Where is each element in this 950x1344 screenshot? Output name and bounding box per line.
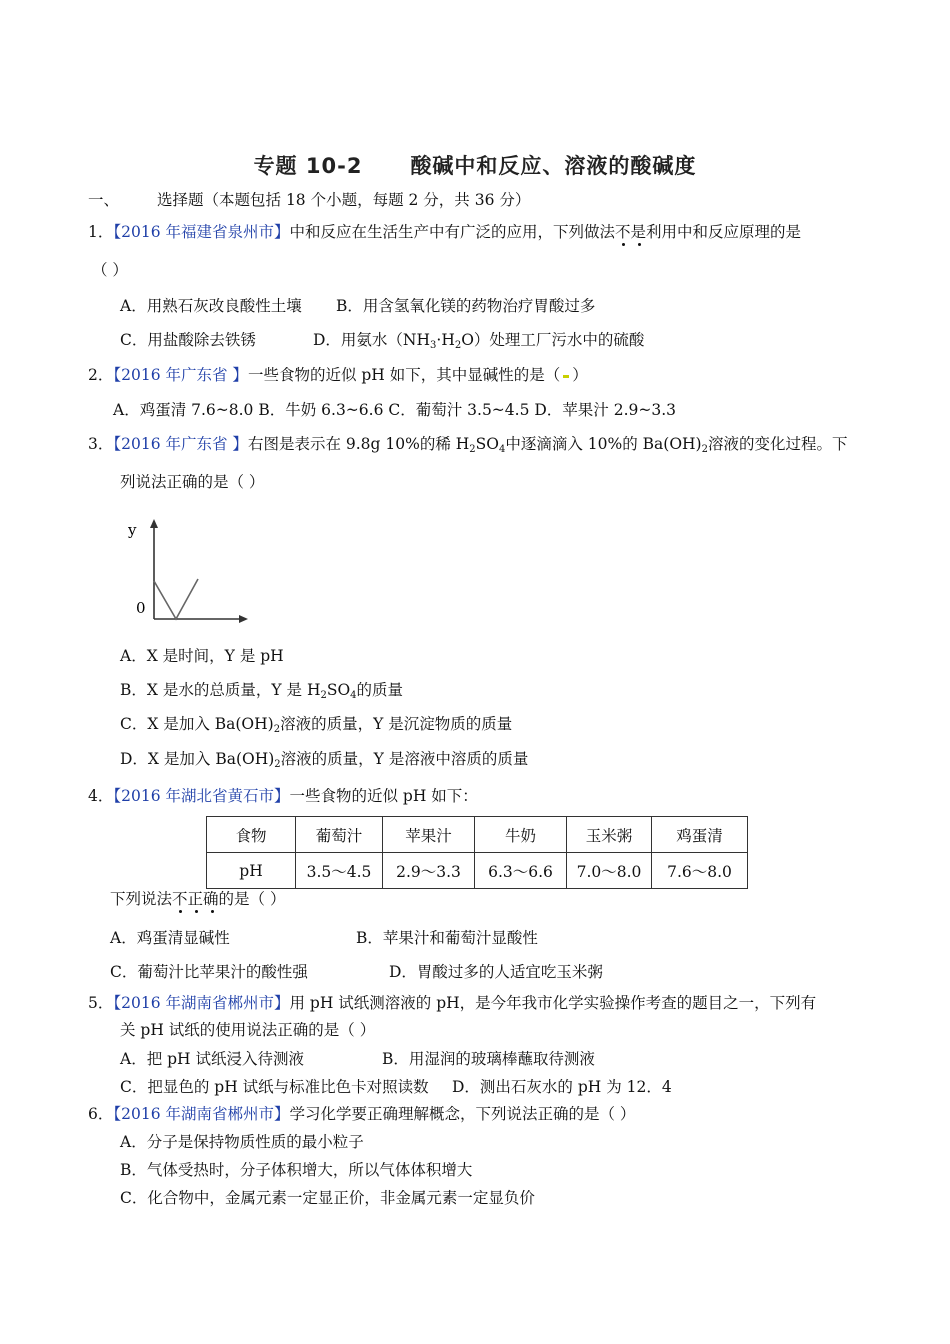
source-tag: 【2016 年湖南省郴州市】	[113, 1105, 290, 1123]
question-5-stem: 5．【2016 年湖南省郴州市】用 pH 试纸测溶液的 pH，是今年我市化学实验操作考查的题目之一，下列有	[88, 994, 817, 1012]
origin-label: 0	[136, 599, 146, 617]
q4-option-c: C．葡萄汁比苹果汁的酸性强	[110, 963, 308, 981]
q6-option-c: C．化合物中，金属元素一定显正价，非金属元素一定显负价	[120, 1189, 535, 1207]
q4-option-d: D．胃酸过多的人适宜吃玉米粥	[389, 963, 603, 981]
question-2-options: A．鸡蛋清 7.6~8.0 B．牛奶 6.3~6.6 C．葡萄汁 3.5~4.5 D．苹果汁 2.9~3.3	[113, 401, 677, 419]
question-number: 1．	[88, 223, 114, 241]
option-a: A．用熟石灰改良酸性土壤	[120, 297, 302, 315]
question-6-stem: 6．【2016 年湖南省郴州市】学习化学要正确理解概念，下列说法正确的是（ ）	[88, 1105, 636, 1123]
q4-option-b: B．苹果汁和葡萄汁显酸性	[356, 929, 538, 947]
ph-table	[206, 816, 748, 889]
table-row	[207, 853, 748, 889]
q3-option-d: D．X 是加入 $Ba(OH)_2$溶液的质量，Y 是溶液中溶质的质量	[120, 750, 529, 770]
option-d: D．用氨水$(NH_3\cdot H_2O)$处理工厂污水中的硫酸	[313, 331, 645, 351]
q6-option-b: B．气体受热时，分子体积增大，所以气体体积增大	[120, 1161, 473, 1179]
emphasis-text: 不正确	[172, 890, 219, 908]
source-tag: 【2016 年湖南省郴州市】	[113, 994, 290, 1012]
x-axis-arrow	[239, 615, 248, 623]
q3-option-c: C．X 是加入 $Ba(OH)_2$溶液的质量，Y 是沉淀物质的质量	[120, 715, 513, 735]
section-heading	[88, 190, 530, 210]
table-cell: 葡萄汁	[296, 817, 383, 853]
curve-line	[154, 579, 198, 619]
q3-option-b: B．X 是水的总质量，Y 是 $H_2SO_4$的质量	[120, 681, 404, 701]
q3-option-a: A．X 是时间，Y 是 pH	[120, 647, 284, 665]
question-2-stem: 2．【2016 年广东省 】一些食物的近似 pH 如下，其中显碱性的是（ ）	[88, 366, 588, 384]
q5-option-d: D．测出石灰水的 pH 为 12．4	[452, 1078, 672, 1096]
question-4-followup: 下列说法不正确 的是（ ）	[110, 889, 285, 909]
table-cell: 鸡蛋清	[652, 817, 748, 853]
emphasis-text: 不是	[615, 223, 646, 241]
table-cell: 2.9～3.3	[383, 853, 475, 889]
question-1-stem	[88, 222, 801, 242]
q5-option-b: B．用湿润的玻璃棒蘸取待测液	[382, 1050, 595, 1068]
option-b: B．用含氢氧化镁的药物治疗胃酸过多	[336, 297, 596, 315]
q4-option-a: A．鸡蛋清显碱性	[110, 929, 230, 947]
table-cell: 牛奶	[475, 817, 567, 853]
source-tag: 【2016 年广东省 】	[113, 366, 248, 384]
section-number: 一、	[88, 191, 120, 209]
highlight-marker	[563, 375, 569, 378]
source-tag: 【2016 年湖北省黄石市】	[113, 787, 290, 805]
table-cell: 7.0～8.0	[567, 853, 652, 889]
table-cell: 3.5～4.5	[296, 853, 383, 889]
option-c: C．用盐酸除去铁锈	[120, 331, 256, 349]
q5-option-c: C．把显色的 pH 试纸与标准比色卡对照读数	[120, 1078, 429, 1096]
table-cell: pH	[207, 853, 296, 889]
ph-change-graph	[128, 515, 258, 625]
source-tag: 【2016 年福建省泉州市】	[113, 223, 290, 241]
page-title	[0, 150, 950, 180]
source-tag: 【2016 年广东省 】	[113, 435, 248, 453]
section-text: 选择题（本题包括 18 个小题，每题 2 分，共 36 分）	[157, 191, 531, 209]
q6-option-a: A．分子是保持物质性质的最小粒子	[120, 1133, 364, 1151]
table-cell: 玉米粥	[567, 817, 652, 853]
title-part1: 专题 10-2	[253, 154, 363, 178]
answer-paren: （ ）	[92, 261, 128, 279]
title-part2: 酸碱中和反应、溶液的酸碱度	[410, 154, 697, 178]
q5-option-a: A．把 pH 试纸浸入待测液	[120, 1050, 304, 1068]
y-axis-arrow	[150, 519, 158, 528]
question-text-end: 利用中和反应原理的是	[646, 223, 802, 241]
question-4-stem: 4．【2016 年湖北省黄石市】一些食物的近似 pH 如下：	[88, 787, 478, 805]
table-header-row	[207, 817, 748, 853]
question-5-line2: 关 pH 试纸的使用说法正确的是（ ）	[120, 1021, 376, 1039]
question-text: 中和反应在生活生产中有广泛的应用，下列做法	[289, 223, 616, 241]
table-cell: 食物	[207, 817, 296, 853]
table-cell: 7.6～8.0	[652, 853, 748, 889]
y-axis-label: y	[128, 521, 137, 539]
table-cell: 6.3～6.6	[475, 853, 567, 889]
table-cell: 苹果汁	[383, 817, 475, 853]
question-3-line2: 列说法正确的是（ ）	[120, 473, 265, 491]
question-3-stem: 3．【2016 年广东省 】右图是表示在 9.8g 10%的稀 $H_2SO_4$中逐滴滴入 10%的 $Ba(OH)_2$溶液的变化过程。下	[88, 435, 848, 455]
